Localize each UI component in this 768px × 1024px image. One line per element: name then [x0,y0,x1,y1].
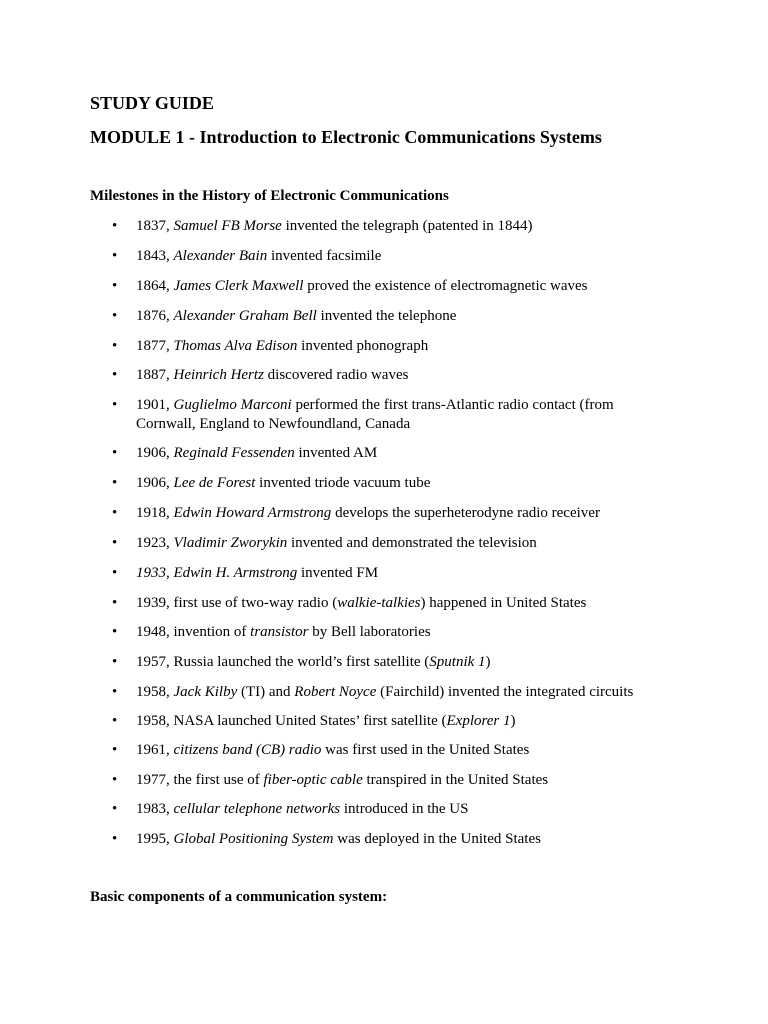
study-guide-page: STUDY GUIDE MODULE 1 - Introduction to Electronic Communications Systems Milestones in the History of Electronic Communications • 1837, Samuel FB Morse invented the telegraph (patented in 1844) • 1843, Alexander Bain invented facsimile • 1864, James Clerk Maxwell proved the existence of electromagnetic waves • 1876, Alexander Graham Bell invented the telephone • 1877, Thomas Alva Edison invented phonograph • 1887, Heinrich Hertz discovered radio waves • 1901, Guglielmo Marconi performed the first trans-Atlantic radio contact (from Cornwall, England to Newfoundland, Canada • 1906, Reginald Fessenden invented AM • 1906, Lee de Forest invented triode vacuum tube • 1918, Edwin Howard Armstrong develops the superheterodyne radio receiver • 1923, Vladimir Zworykin invented and demonstrated the television • 1933, Edwin H. Armstrong invented FM • 1939, first use of two-way radio (walkie-talkies) happened in United States • 1948, invention of transistor by Bell laboratories • 1957, Russia launched the world’s first satellite (Sputnik 1) • 1958, Jack Kilby (TI) and Robert Noyce (Fairchild) invented the integrated circuits • 1958, NASA launched United States’ first satellite (Explorer 1) • 1961, citizens band (CB) radio was first used in the United States • 1977, the first use of fiber-optic cable transpired in the United States • 1983, cellular telephone networks introduced in the US • 1995, Global Positioning System was deployed in the United States Basic components of a communication system: [90,93,634,905]
bullet: • [112,397,118,413]
bullet: • [112,218,118,234]
bullet: • [112,713,118,729]
bullet: • [112,595,118,611]
module-title: MODULE 1 - Introduction to Electronic Communications Systems [90,127,602,147]
components-heading: Basic components of a communication system: [90,889,388,905]
bullet: • [112,624,118,640]
bullet: • [112,535,118,551]
bullet: • [112,772,118,788]
bullet: • [112,684,118,700]
bullet: • [112,278,118,294]
bullet: • [112,742,118,758]
bullet: • [112,565,118,581]
bullet: • [112,801,118,817]
bullet: • [112,338,118,354]
bullet: • [112,248,118,264]
bullet: • [112,505,118,521]
bullet: • [112,367,118,383]
milestones-heading: Milestones in the History of Electronic Communications [90,188,449,204]
bullet: • [112,445,118,461]
study-guide-title: STUDY GUIDE [90,93,214,113]
bullet: • [112,475,118,491]
bullet: • [112,654,118,670]
bullet: • [112,831,118,847]
bullet: • [112,308,118,324]
